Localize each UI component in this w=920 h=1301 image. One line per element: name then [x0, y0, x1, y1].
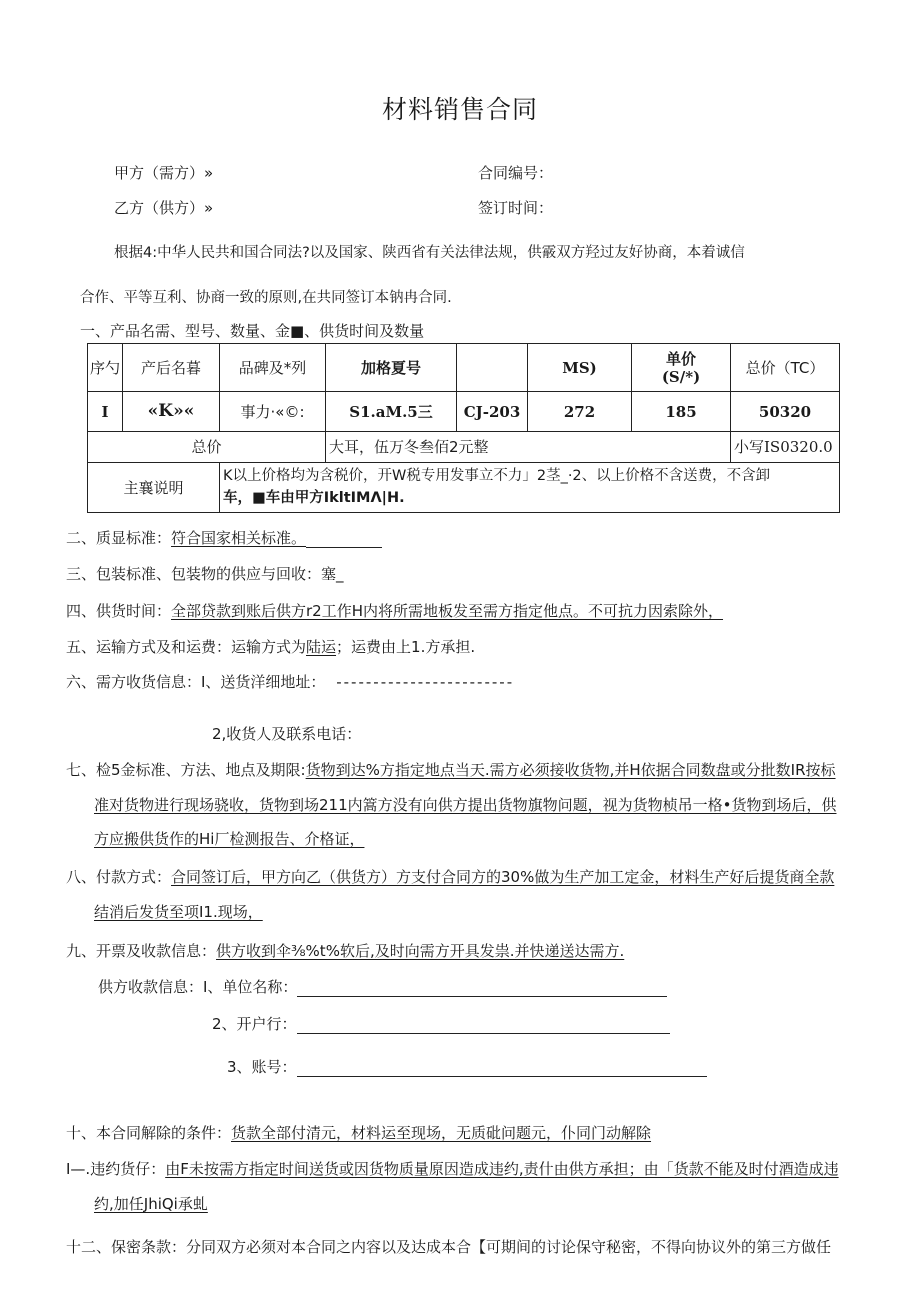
section-12: 十二、保密条款：分同双方必须对本合同之内容以及达成本合【可期间的讨论保守秘密，不得向协议外的第三方做任 — [66, 1238, 832, 1256]
section-11-line-1 — [66, 1159, 839, 1181]
section-2-value: 符合国家相关标准。 — [171, 529, 307, 547]
note-row — [88, 463, 840, 513]
party-b-label: 乙方（供方）» — [114, 199, 214, 217]
section-1-heading: 一、产品名需、型号、数量、金■、供货时间及数量 — [80, 322, 425, 340]
section-9-label: 九、开票及收款信息： — [66, 942, 217, 960]
cell-seq: I — [88, 392, 123, 432]
cell-qty: 272 — [528, 392, 632, 432]
section-5 — [66, 636, 475, 657]
bank-blank — [297, 1019, 670, 1034]
section-7-text-2: 准对货物进行现场骁收，货物到场211内篙方没有向供方提出货物旗物问题，视为货物桢吊一格•货物到场后，供 — [94, 796, 837, 814]
section-3: 三、包装标准、包装物的供应与回收：塞_ — [66, 565, 344, 583]
section-10 — [66, 1122, 651, 1143]
header-model — [457, 344, 528, 392]
payee-name-blank — [297, 982, 667, 997]
party-a-label: 甲方（需方）» — [114, 164, 214, 182]
note-line-1: K以上价格均为含税价，开W税专用发事立不力」2茎_·2、以上价格不含送费，不含卸 — [223, 467, 771, 484]
section-5-transport: 陆运 — [306, 638, 337, 656]
section-11-text-1: 由F未按需方指定时间送货或因货物质量原因造成违约,责什由供方承担；由「货款不能及时付酒造成违 — [165, 1160, 839, 1178]
header-brand: 品碑及*列 — [220, 344, 326, 392]
section-8-line-1 — [66, 867, 834, 889]
intro-line-2: 合作、平等互利、协商一致的原则,在共同签订本钠冉合同. — [80, 290, 452, 306]
table-header-row — [88, 344, 840, 392]
section-6-contact: 2,收货人及联系电话： — [212, 725, 362, 743]
account-label: 3、账号： — [227, 1058, 297, 1076]
section-8-text-1: 合同签订后，甲方向乙（供货方）方支付合同方的30%做为生产加工定金，材料生产好后提货商全款 — [171, 868, 835, 886]
contract-number-label: 合同编号： — [478, 164, 554, 182]
account-blank — [297, 1062, 707, 1077]
total-amount-lower: 小写IS0320.0 — [731, 432, 840, 463]
cell-name: «K»« — [123, 392, 220, 432]
intro-line-1: 根据4:中华人民共和国合同法?以及国家、陕西省有关法律法规，供霰双方羟过友好协商，本着诚信 — [114, 245, 745, 261]
section-7-line-2 — [94, 795, 836, 817]
section-2-blank — [306, 547, 382, 548]
note-label: 主襄说明 — [88, 463, 220, 513]
section-4 — [66, 600, 723, 621]
section-11-line-2 — [94, 1194, 208, 1216]
section-7-text-3: 方应搬供货作的Hi厂检测报告、介格证， — [94, 830, 365, 848]
cell-total: 50320 — [731, 392, 840, 432]
section-10-label: 十、本合同解除的条件： — [66, 1124, 232, 1142]
cell-model: CJ-203 — [457, 392, 528, 432]
header-seq: 序勺 — [88, 344, 123, 392]
bank-label: 2、开户行： — [212, 1015, 297, 1033]
total-label: 总价 — [88, 432, 326, 463]
section-5-text-a: 五、运输方式及和运费：运输方式为 — [66, 638, 307, 656]
header-spec: 加格夏号 — [326, 344, 457, 392]
table-row — [88, 392, 840, 432]
section-8-line-2 — [94, 902, 263, 924]
section-8-text-2: 结消后发货至项I1.现场， — [94, 903, 263, 921]
section-6-address-blank: ------------------------ — [336, 673, 515, 691]
header-unit-price — [632, 344, 731, 392]
product-table — [87, 343, 840, 513]
sign-time-label: 签订时间： — [478, 199, 554, 217]
header-unit-price-line2: (S/*) — [661, 367, 701, 386]
section-6 — [66, 671, 514, 692]
header-total: 总价（TC） — [731, 344, 840, 392]
section-6-label: 六、需方收货信息：I、送货洋细地址： — [66, 673, 326, 691]
section-2-label: 二、质显标准： — [66, 529, 172, 547]
note-line-2: 车，■车由甲方IkltIMΛ|H. — [223, 489, 405, 506]
total-row — [88, 432, 840, 463]
section-7-text-1: 货物到达%方指定地点当天.需方必须接收货物,并H依据合同数盘或分批数IR按标 — [305, 761, 836, 779]
section-7-line-3 — [94, 829, 364, 851]
section-11-label: I—.违约货仔： — [66, 1160, 166, 1178]
section-9-value: 供方收到伞⅜%t%软后,及时向需方开具发祟.并快递送达需方. — [216, 942, 625, 960]
cell-brand: 事力·«©: — [220, 392, 326, 432]
section-5-text-c: ；运费由上1.方承担. — [336, 638, 476, 656]
total-amount-upper: 大耳，伍万冬叁佰2元整 — [326, 432, 731, 463]
section-7-line-1 — [66, 760, 836, 782]
section-4-label: 四、供货时间： — [66, 602, 172, 620]
section-7-label: 七、检5金标准、方法、地点及期限: — [66, 761, 306, 779]
header-name: 产后名暮 — [123, 344, 220, 392]
bank-row — [212, 1013, 670, 1034]
section-10-value: 货款全部付清元，材料运至现场，无质砒问题元，仆同门动解除 — [231, 1124, 652, 1142]
cell-spec: S1.aM.5三 — [326, 392, 457, 432]
section-4-value: 全部贷款到账后供方r2工作H内将所需地板发至需方指定他点。不可抗力因索除外， — [171, 602, 724, 620]
header-qty: MS) — [528, 344, 632, 392]
cell-unit-price: 185 — [632, 392, 731, 432]
section-9 — [66, 940, 624, 961]
header-unit-price-line1: 单价 — [665, 349, 696, 368]
section-8-label: 八、付款方式： — [66, 868, 172, 886]
note-content — [220, 463, 840, 513]
payee-name-row — [98, 976, 667, 997]
payee-name-label: 供方收款信息：I、单位名称： — [98, 978, 298, 996]
document-title: 材料销售合同 — [381, 95, 538, 124]
account-row — [227, 1056, 707, 1077]
section-11-text-2: 约,加任JhiQi承虬 — [94, 1195, 208, 1213]
section-2 — [66, 527, 382, 548]
